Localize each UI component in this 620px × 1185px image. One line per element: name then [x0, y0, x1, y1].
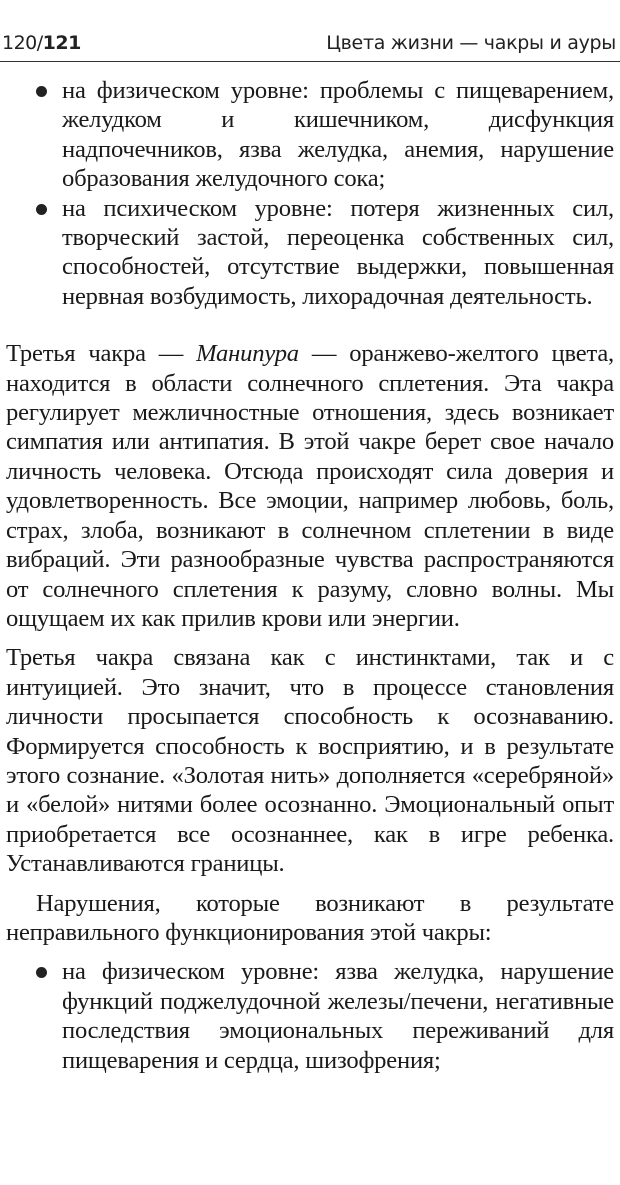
list-item-text: на физическом уровне: язва желудка, нарушение функций поджелудочной железы/печени, негативные последствия эмоциональных переживаний для пищеварения и сердца, шизофрения;	[62, 958, 614, 1074]
paragraph-rest: — оранжево-желтого цвета, находится в области солнечного сплетения. Эта чакра регулирует межличностные отношения, здесь возникает симпатия или антипатия. В этой чакре берет свое начало личность человека. Отсюда происходят сила доверия и удовлетворенность. Все эмоции, например любовь, боль, страх, злоба, возникают в солнечном сплетении в виде вибраций. Эти разнообразные чувства распространяются от солнечного сплетения к разуму, словно волны. Мы ощущаем их как прилив крови или энергии.	[6, 340, 614, 632]
paragraph-prefix: Третья чакра —	[6, 340, 197, 368]
page-number-current: 121	[42, 32, 81, 54]
list-item	[6, 194, 614, 312]
page-body	[6, 76, 614, 1075]
bullet-icon	[36, 967, 47, 978]
paragraph-disorders-intro: Нарушения, которые возникают в результате неправильного функционирования этой чакры:	[6, 889, 614, 946]
section-title: Цвета жизни — чакры и ауры	[326, 32, 616, 54]
list-item-text: на физическом уровне: проблемы с пищеварением, желудком и кишечником, дисфункция надпочечников, язва желудка, анемия, нарушение образования желудочного сока;	[62, 77, 614, 193]
bullet-icon	[36, 204, 47, 215]
bullet-icon	[36, 86, 47, 97]
paragraph-manipura	[6, 339, 614, 633]
list-item-text: на психическом уровне: потеря жизненных сил, творческий застой, переоценка собственных сил, способностей, отсутствие выдержки, повышенная нервная возбудимость, лихорадочная деятельность.	[62, 194, 614, 310]
list-item	[6, 957, 614, 1075]
disorder-list-2	[6, 957, 614, 1075]
chakra-name: Манипура	[196, 340, 299, 368]
page-number	[2, 32, 81, 54]
header-rule	[0, 61, 620, 62]
page-number-prev: 120/	[2, 32, 43, 54]
paragraph-intuition: Третья чакра связана как с инстинктами, так и с интуицией. Это значит, что в процессе становления личности просыпается способность к осознаванию. Формируется способность к восприятию, и в результате этого сознание. «Золотая нить» дополняется «серебряной» и «белой» нитями более осознанно. Эмоциональный опыт приобретается все осознаннее, как в игре ребенка. Устанавливаются границы.	[6, 644, 614, 878]
disorder-list-1	[6, 76, 614, 311]
list-item	[6, 76, 614, 194]
running-header	[0, 30, 620, 60]
